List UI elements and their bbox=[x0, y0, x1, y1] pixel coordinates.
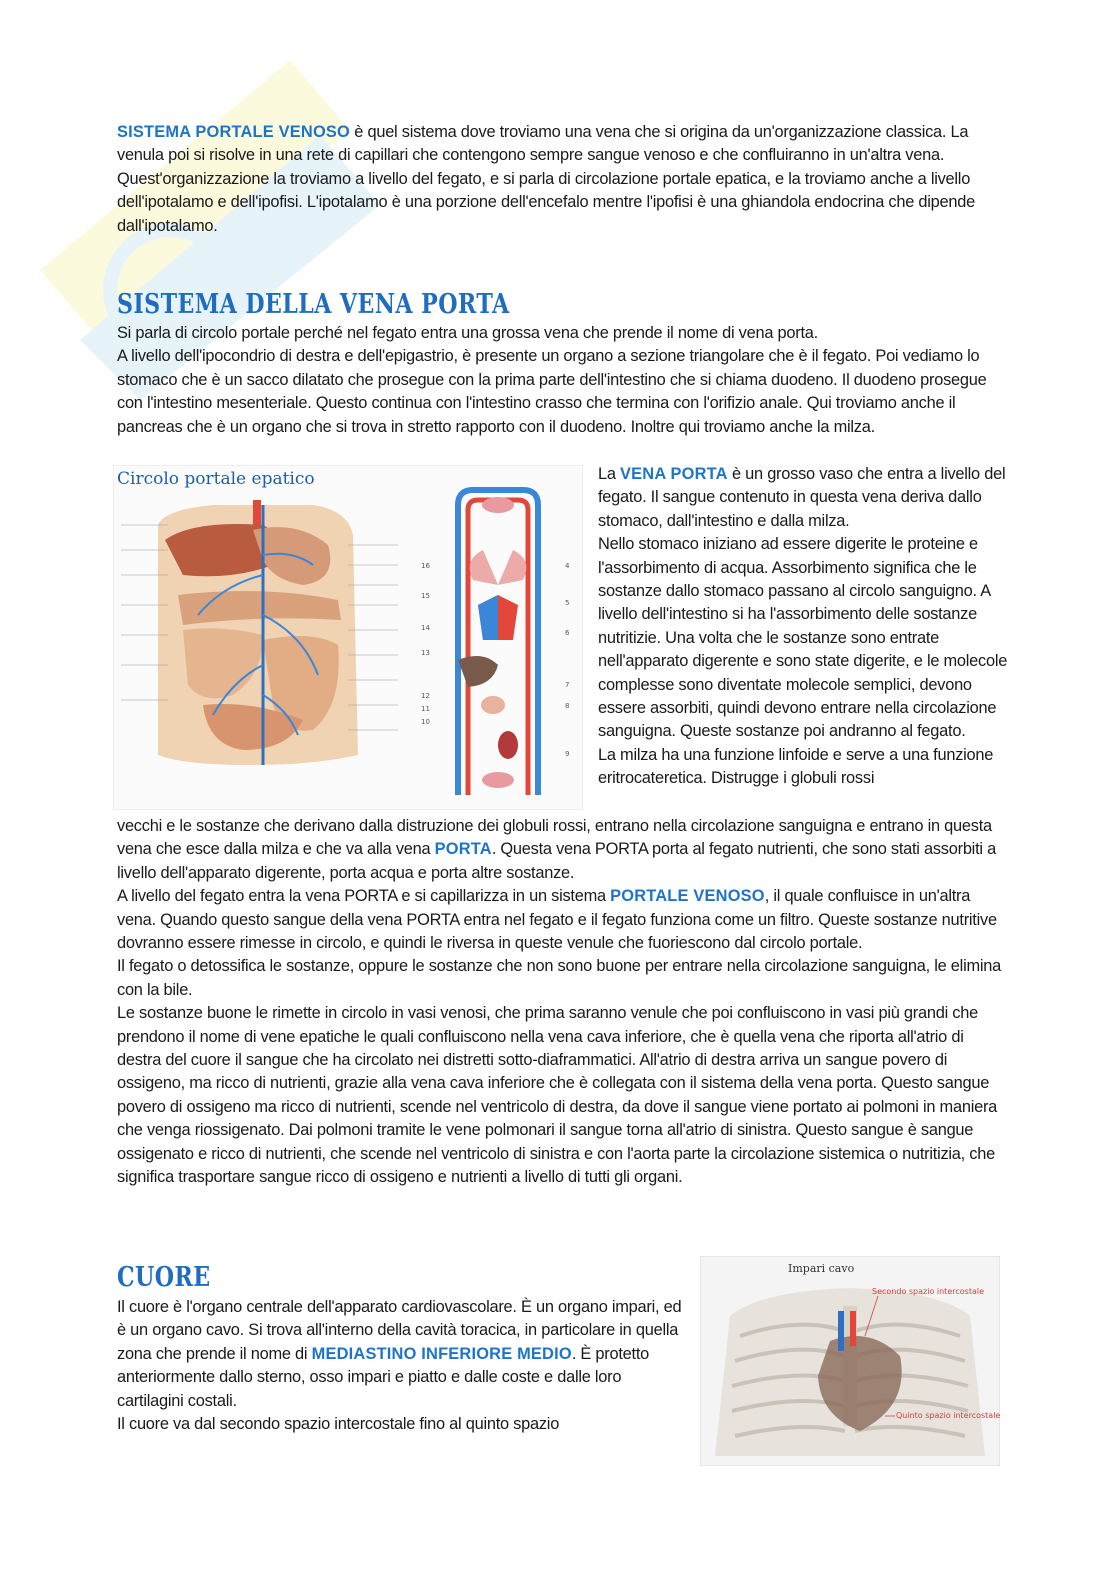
figure-title: Circolo portale epatico bbox=[117, 469, 315, 489]
svg-text:4: 4 bbox=[565, 562, 570, 570]
svg-text:13: 13 bbox=[421, 649, 430, 657]
keyword-vena-porta: VENA PORTA bbox=[620, 465, 728, 483]
side-text-vena-porta bbox=[598, 463, 1008, 791]
abdomen-illustration bbox=[158, 500, 358, 765]
svg-text:14: 14 bbox=[421, 624, 430, 632]
paragraph: SISTEMA PORTALE VENOSO è quel sistema dove troviamo una vena che si origina da un'organizzazione classica. La venula poi si risolve in una rete di capillari che contengono sempre sangue venoso e che confluiranno in un'altra vena. bbox=[117, 123, 969, 165]
paragraph: A livello del fegato entra la vena PORTA e si capillarizza in un sistema PORTALE VENOSO, il quale confluisce in un'altra vena. Quando questo sangue della vena PORTA entra nel fegato e il fegato funziona come un filtro. Queste sostanze nutritive dovranno essere rimesse in circolo, e quindi le riversa in queste venule che fuoriescono dal circolo portale. bbox=[117, 887, 997, 953]
svg-text:7: 7 bbox=[565, 681, 570, 689]
paragraph: Nello stomaco iniziano ad essere digerite le proteine e l'assorbimento di acqua. Assorbimento significa che le sostanze dallo stomaco passano al circolo sanguigno. A livello dell'intestino si ha l'assorbimento delle sostanze nutritizie. Una volta che le sostanze sono entrate nell'apparato digerente e sono state digerite, e le molecole complesse sono diventate molecole semplici, devono essere assorbiti, quindi devono entrare nella circolazione sanguigna. Queste sostanze poi andranno al fegato. bbox=[598, 535, 1008, 741]
paragraph: Il cuore va dal secondo spazio intercostale fino al quinto spazio bbox=[117, 1415, 560, 1434]
label-quinto-spazio: Quinto spazio intercostale bbox=[896, 1411, 1000, 1420]
keyword-sistema-portale-venoso: SISTEMA PORTALE VENOSO bbox=[117, 123, 350, 141]
keyword-mediastino: MEDIASTINO INFERIORE MEDIO bbox=[311, 1344, 572, 1363]
svg-text:6: 6 bbox=[565, 629, 570, 637]
svg-text:10: 10 bbox=[421, 718, 430, 726]
svg-text:8: 8 bbox=[565, 702, 570, 710]
paragraph: Quest'organizzazione la troviamo a livello del fegato, e si parla di circolazione portale epatica, e la troviamo anche a livello dell'ipotalamo e dell'ipofisi. L'ipotalamo è una porzione dell'encefalo mentre l'ipofisi è una ghiandola endocrina che dipende dall'ipotalamo. bbox=[117, 169, 975, 235]
svg-text:11: 11 bbox=[421, 705, 430, 713]
svg-text:9: 9 bbox=[565, 750, 570, 758]
section-portal-system bbox=[117, 121, 997, 238]
section-vena-porta-continued bbox=[117, 815, 1007, 1190]
keyword-porta: PORTA bbox=[434, 840, 492, 859]
figure-thorax-heart bbox=[700, 1256, 1000, 1466]
paragraph: A livello dell'ipocondrio di destra e dell'epigastrio, è presente un organo a sezione triangolare che è il fegato. Poi vediamo lo stomaco che è un sacco dilatato che prosegue con la prima parte dell'intestino che si chiama duodeno. Il duodeno prosegue con l'intestino mesenteriale. Questo continua con l'intestino crasso che termina con l'orifizio anale. Qui troviamo anche il pancreas che è un organo che si trova in stretto rapporto con il duodeno. Inoltre qui troviamo anche la milza. bbox=[117, 347, 987, 436]
label-secondo-spazio: Secondo spazio intercostale bbox=[872, 1287, 984, 1296]
paragraph: Le sostanze buone le rimette in circolo in vasi venosi, che prima saranno venule che poi confluiscono in vasi più grandi che prendono il nome di vene epatiche le quali confluiscono nella vena cava inferiore, che è quella vena che riporta all'atrio di destra del cuore il sangue che ha circolato nei distretti sotto-diaframmatici. All'atrio di destra arriva un sangue povero di ossigeno, ma ricco di nutrienti, grazie alla vena cava inferiore che è collegata con il sistema della vena porta. Questo sangue povero di ossigeno ma ricco di nutrienti, scende nel ventricolo di destra, da dove il sangue viene portato ai polmoni in maniera che venga riossigenato. Dai polmoni tramite le vene polmonari il sangue torna all'atrio di sinistra. Questo sangue è sangue ossigenato e ricco di nutrienti, che scende nel ventricolo di sinistra e con l'aorta parte la circolazione sistemica o nutritizia, che significa trasportare sangue ricco di ossigeno e nutrienti a livello di tutti gli organi. bbox=[117, 1004, 998, 1187]
paragraph: Il fegato o detossifica le sostanze, oppure le sostanze che non sono buone per entrare nella circolazione sanguigna, le elimina con la bile. bbox=[117, 957, 1001, 999]
keyword-portale-venoso: PORTALE VENOSO bbox=[610, 887, 765, 906]
paragraph: Si parla di circolo portale perché nel fegato entra una grossa vena che prende il nome di vena porta. bbox=[117, 324, 818, 342]
paragraph: La VENA PORTA è un grosso vaso che entra a livello del fegato. Il sangue contenuto in questa vena deriva dallo stomaco, dall'intestino e dalla milza. bbox=[598, 465, 1006, 530]
heading-vena-porta: SISTEMA DELLA VENA PORTA bbox=[117, 289, 510, 320]
paragraph: La milza ha una funzione linfoide e serve a una funzione eritrocateretica. Distrugge i globuli rossi bbox=[598, 745, 994, 788]
section-cuore bbox=[117, 1296, 687, 1436]
figure-portal-circulation bbox=[113, 465, 583, 810]
heading-cuore: CUORE bbox=[117, 1262, 211, 1293]
figure-title: Impari cavo bbox=[788, 1262, 855, 1275]
svg-text:16: 16 bbox=[421, 562, 430, 570]
svg-text:5: 5 bbox=[565, 599, 570, 607]
paragraph: vecchi e le sostanze che derivano dalla distruzione dei globuli rossi, entrano nella circolazione sanguigna e entrano in questa vena che esce dalla milza e che va alla vena PORTA. Questa vena PORTA porta al fegato nutrienti, che sono stati assorbiti a livello dell'apparato digerente, porta acqua e porta altre sostanze. bbox=[117, 817, 996, 882]
svg-text:12: 12 bbox=[421, 692, 430, 700]
section-vena-porta-intro bbox=[117, 322, 1007, 439]
paragraph: Il cuore è l'organo centrale dell'apparato cardiovascolare. È un organo impari, ed è un organo cavo. Si trova all'interno della cavità toracica, in particolare in quella zona che prende il nome di MEDIASTINO INFERIORE MEDIO. È protetto anteriormente dallo sterno, osso impari e piatto e dalle coste e dalle loro cartilagini costali. bbox=[117, 1298, 682, 1410]
svg-text:15: 15 bbox=[421, 592, 430, 600]
